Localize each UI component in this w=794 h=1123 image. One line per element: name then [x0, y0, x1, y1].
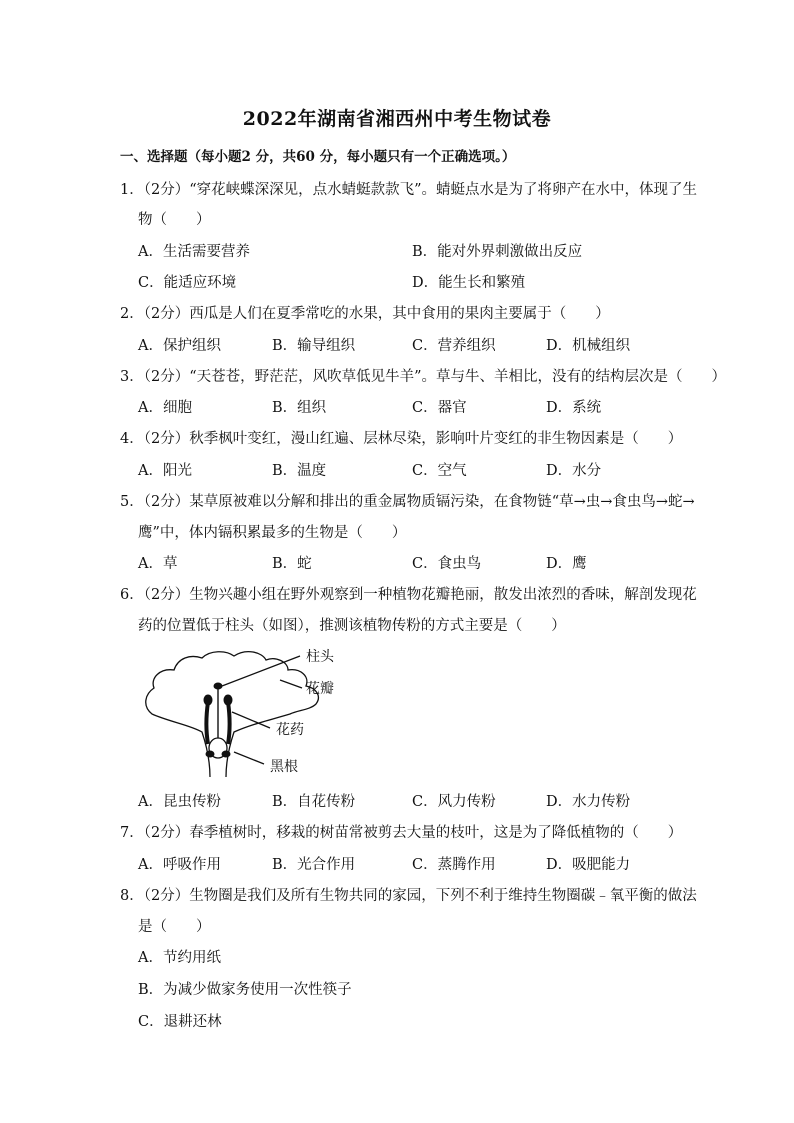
q2-option-c: C．营养组织	[412, 338, 496, 354]
flower-diagram	[130, 640, 350, 780]
q6-option-b: B．自花传粉	[272, 794, 356, 810]
label-stigma: 柱头	[306, 649, 334, 665]
question-6-text-cont: 药的位置低于柱头（如图），推测该植物传粉的方式主要是（ ）	[138, 618, 566, 634]
q2-option-a: A．保护组织	[138, 338, 221, 354]
question-3-text: 3．（2分）“天苍苍，野茫茫，风吹草低见牛羊”。草与牛、羊相比，没有的结构层次是（ ）	[120, 369, 727, 385]
q6-option-d: D．水力传粉	[546, 794, 631, 810]
q5-option-c: C．食虫鸟	[412, 556, 482, 572]
q4-option-b: B．温度	[272, 463, 327, 479]
leader-petal	[280, 680, 302, 688]
q2-option-b: B．输导组织	[272, 338, 356, 354]
q3-option-a: A．细胞	[138, 400, 192, 416]
anther-base-right	[222, 751, 230, 757]
q4-option-a: A．阳光	[138, 463, 192, 479]
label-bottom: 黑根	[270, 759, 298, 775]
q3-option-c: C．器官	[412, 400, 467, 416]
anther-left	[204, 695, 212, 705]
q7-option-b: B．光合作用	[272, 857, 356, 873]
q8-option-b: B．为减少做家务使用一次性筷子	[138, 982, 352, 998]
question-6-text: 6．（2分）生物兴趣小组在野外观察到一种植物花瓣艳丽，散发出浓烈的香味，解剖发现花	[120, 587, 697, 603]
label-anther: 花药	[276, 722, 304, 738]
q1-option-a: A．生活需要营养	[138, 244, 250, 260]
question-8-text-cont: 是（ ）	[138, 919, 211, 935]
anther-right	[224, 695, 232, 705]
q1-option-d: D．能生长和繁殖	[412, 275, 526, 291]
q8-option-a: A．节约用纸	[138, 950, 221, 966]
leader-stigma	[222, 656, 300, 686]
q2-option-d: D．机械组织	[546, 338, 631, 354]
question-7-text: 7．（2分）春季植树时，移栽的树苗常被剪去大量的枝叶，这是为了降低植物的（ ）	[120, 825, 683, 841]
question-8-text: 8．（2分）生物圈是我们及所有生物共同的家园，下列不利于维持生物圈碳﹣氧平衡的做法	[120, 888, 697, 904]
label-petal: 花瓣	[306, 681, 334, 697]
anther-base-left	[206, 751, 214, 757]
question-5-text: 5．（2分）某草原被难以分解和排出的重金属物质镉污染，在食物链“草→虫→食虫鸟→蛇→	[120, 494, 695, 510]
q6-option-c: C．风力传粉	[412, 794, 496, 810]
q7-option-d: D．吸肥能力	[546, 857, 631, 873]
stigma	[214, 683, 222, 689]
question-1-text: 1．（2分）“穿花峡蝶深深见，点水蜻蜓款款飞”。蜻蜓点水是为了将卵产在水中，体现了生	[120, 182, 698, 198]
question-4-text: 4．（2分）秋季枫叶变红，漫山红遍、层林尽染，影响叶片变红的非生物因素是（ ）	[120, 431, 683, 447]
q7-option-c: C．蒸腾作用	[412, 857, 496, 873]
q1-option-c: C．能适应环境	[138, 275, 237, 291]
question-1-text-cont: 物（ ）	[138, 212, 211, 228]
q7-option-a: A．呼吸作用	[138, 857, 221, 873]
q3-option-b: B．组织	[272, 400, 327, 416]
q5-option-a: A．草	[138, 556, 178, 572]
q4-option-d: D．水分	[546, 463, 602, 479]
q3-option-d: D．系统	[546, 400, 602, 416]
stamen-right	[228, 702, 230, 744]
q4-option-c: C．空气	[412, 463, 467, 479]
q1-option-b: B．能对外界刺激做出反应	[412, 244, 583, 260]
q5-option-b: B．蛇	[272, 556, 312, 572]
page-title: 2022年湖南省湘西州中考生物试卷	[242, 108, 552, 130]
question-5-text-cont: 鹰”中，体内镉积累最多的生物是（ ）	[138, 525, 407, 541]
q5-option-d: D．鹰	[546, 556, 587, 572]
q6-option-a: A．昆虫传粉	[138, 794, 221, 810]
question-2-text: 2．（2分）西瓜是人们在夏季常吃的水果，其中食用的果肉主要属于（ ）	[120, 306, 610, 322]
leader-bottom	[234, 752, 264, 764]
q8-option-c: C．退耕还林	[138, 1014, 222, 1030]
stamen-left	[207, 702, 209, 744]
section-heading: 一、选择题（每小题2 分，共60 分，每小题只有一个正确选项。）	[120, 149, 516, 165]
